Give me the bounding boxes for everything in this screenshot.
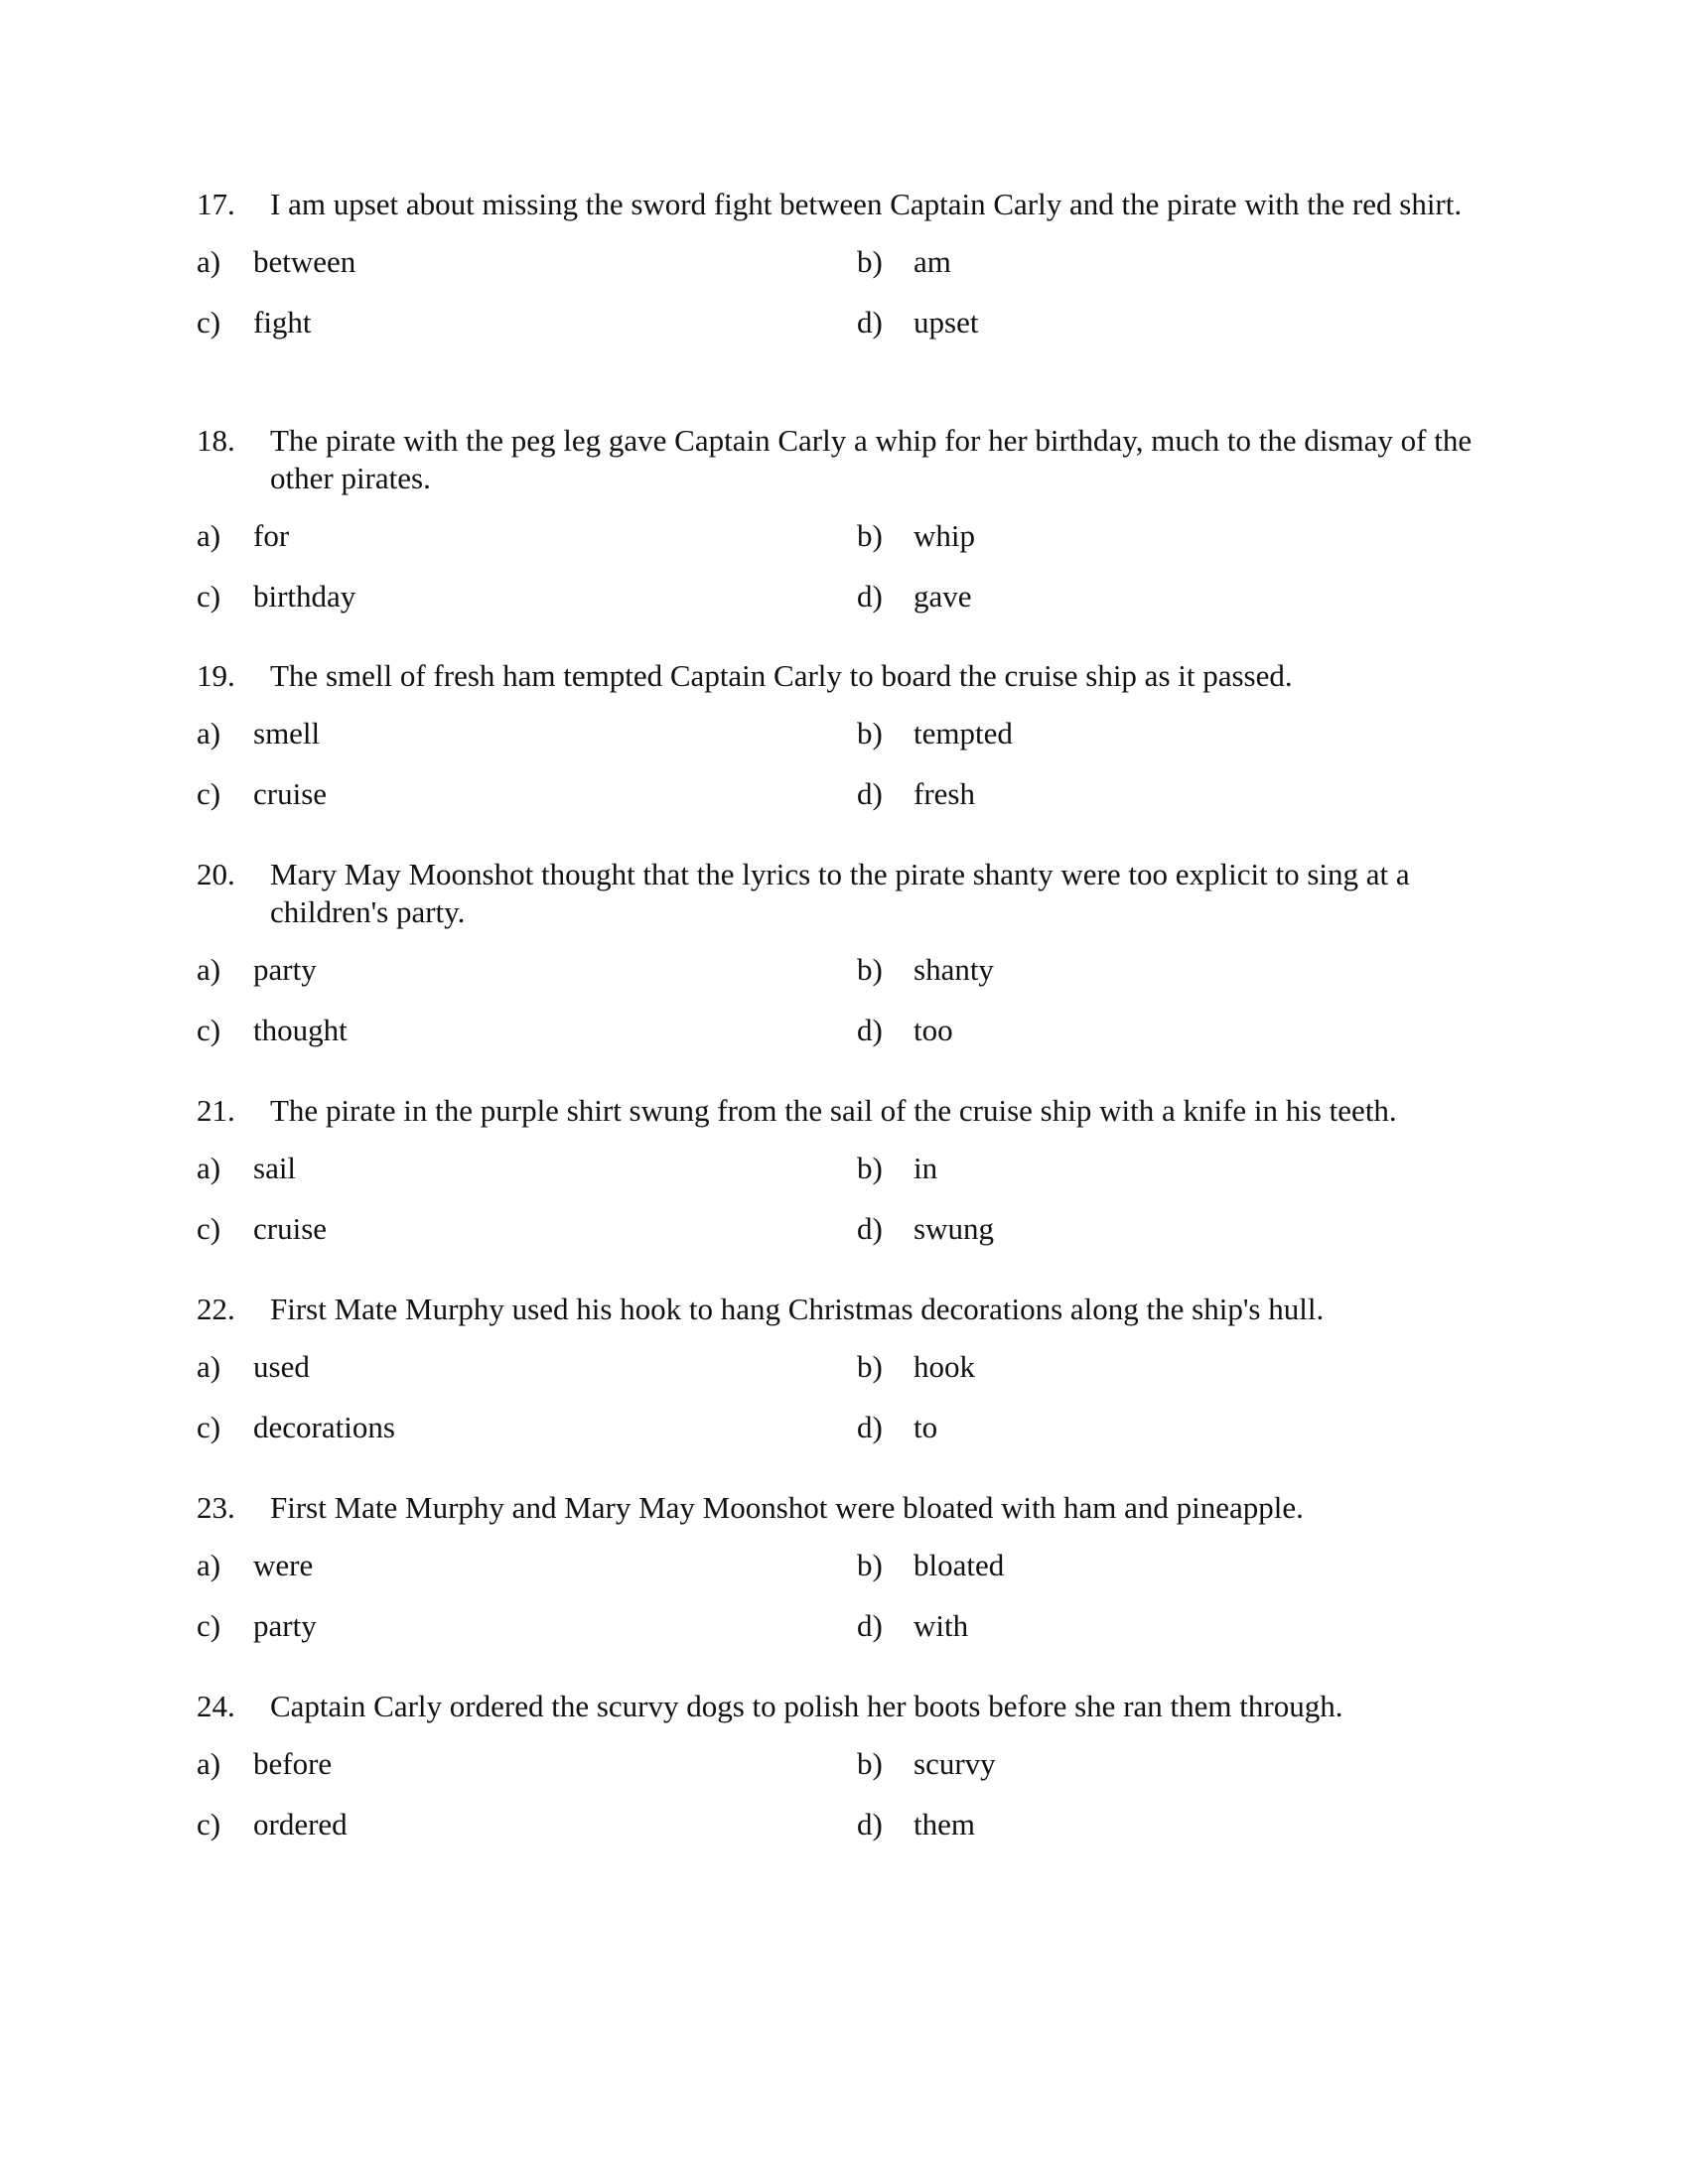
option-c[interactable] bbox=[197, 1409, 395, 1446]
question-number: 18. bbox=[197, 423, 235, 458]
question-stem bbox=[197, 186, 1507, 223]
question-stem bbox=[197, 856, 1507, 931]
option-b[interactable] bbox=[857, 1348, 975, 1386]
answer-options bbox=[197, 1150, 1507, 1271]
option-c[interactable] bbox=[197, 1012, 348, 1049]
question-text: The smell of fresh ham tempted Captain Carly to board the cruise ship as it passed. bbox=[270, 658, 1293, 693]
option-a[interactable] bbox=[197, 1348, 310, 1386]
option-word: ordered bbox=[253, 1807, 348, 1842]
option-word: to bbox=[914, 1410, 938, 1444]
option-b[interactable] bbox=[857, 517, 975, 555]
option-word: tempted bbox=[914, 716, 1013, 751]
option-letter: c) bbox=[197, 1807, 221, 1842]
option-d[interactable] bbox=[857, 1409, 937, 1446]
option-letter: b) bbox=[857, 518, 883, 553]
question-23 bbox=[197, 1489, 1507, 1668]
answer-options bbox=[197, 1348, 1507, 1469]
option-letter: c) bbox=[197, 1013, 221, 1047]
option-letter: c) bbox=[197, 1410, 221, 1444]
option-letter: d) bbox=[857, 1013, 883, 1047]
question-20 bbox=[197, 856, 1507, 1072]
option-letter: b) bbox=[857, 1746, 883, 1781]
option-word: upset bbox=[914, 305, 979, 340]
question-19 bbox=[197, 657, 1507, 836]
option-word: them bbox=[914, 1807, 975, 1842]
option-c[interactable] bbox=[197, 1210, 327, 1248]
option-d[interactable] bbox=[857, 304, 978, 341]
question-number: 20. bbox=[197, 857, 235, 891]
option-word: were bbox=[253, 1548, 314, 1582]
question-number: 23. bbox=[197, 1490, 235, 1525]
option-letter: c) bbox=[197, 1211, 221, 1246]
question-number: 21. bbox=[197, 1093, 235, 1128]
question-stem bbox=[197, 1688, 1507, 1725]
option-letter: b) bbox=[857, 1349, 883, 1384]
answer-options bbox=[197, 715, 1507, 836]
option-word: between bbox=[253, 244, 356, 279]
answer-options bbox=[197, 517, 1507, 638]
option-b[interactable] bbox=[857, 1745, 996, 1783]
option-c[interactable] bbox=[197, 775, 327, 813]
option-word: too bbox=[914, 1013, 953, 1047]
option-word: bloated bbox=[914, 1548, 1005, 1582]
option-letter: d) bbox=[857, 1807, 883, 1842]
option-b[interactable] bbox=[857, 951, 994, 989]
option-letter: a) bbox=[197, 1349, 221, 1384]
option-word: party bbox=[253, 952, 317, 987]
answer-options bbox=[197, 1547, 1507, 1668]
option-a[interactable] bbox=[197, 243, 355, 281]
option-letter: b) bbox=[857, 1548, 883, 1582]
option-letter: d) bbox=[857, 579, 883, 614]
option-c[interactable] bbox=[197, 304, 312, 341]
option-word: decorations bbox=[253, 1410, 395, 1444]
question-21 bbox=[197, 1092, 1507, 1271]
option-word: cruise bbox=[253, 776, 328, 811]
question-text: First Mate Murphy and Mary May Moonshot were bloated with ham and pineapple. bbox=[270, 1490, 1304, 1525]
option-letter: b) bbox=[857, 1151, 883, 1185]
question-number: 17. bbox=[197, 187, 235, 221]
answer-options bbox=[197, 1745, 1507, 1866]
option-a[interactable] bbox=[197, 1547, 313, 1584]
option-letter: b) bbox=[857, 952, 883, 987]
option-d[interactable] bbox=[857, 775, 975, 813]
option-d[interactable] bbox=[857, 1806, 975, 1843]
option-word: party bbox=[253, 1608, 317, 1643]
option-c[interactable] bbox=[197, 578, 355, 615]
option-d[interactable] bbox=[857, 1210, 994, 1248]
option-letter: a) bbox=[197, 716, 221, 751]
option-a[interactable] bbox=[197, 1745, 332, 1783]
option-letter: b) bbox=[857, 716, 883, 751]
option-word: thought bbox=[253, 1013, 348, 1047]
option-d[interactable] bbox=[857, 1607, 968, 1645]
option-letter: d) bbox=[857, 1608, 883, 1643]
option-b[interactable] bbox=[857, 1150, 937, 1187]
option-word: am bbox=[914, 244, 951, 279]
option-a[interactable] bbox=[197, 715, 320, 752]
question-stem bbox=[197, 1489, 1507, 1527]
option-word: sail bbox=[253, 1151, 297, 1185]
question-text: Mary May Moonshot thought that the lyrics to the pirate shanty were too explicit to sing at a children's party. bbox=[270, 857, 1410, 929]
option-letter: b) bbox=[857, 244, 883, 279]
option-letter: a) bbox=[197, 1746, 221, 1781]
option-b[interactable] bbox=[857, 243, 951, 281]
question-17 bbox=[197, 186, 1507, 364]
question-stem bbox=[197, 657, 1507, 695]
answer-options bbox=[197, 951, 1507, 1072]
question-stem bbox=[197, 422, 1507, 497]
question-stem bbox=[197, 1291, 1507, 1328]
option-word: with bbox=[914, 1608, 969, 1643]
option-word: fight bbox=[253, 305, 312, 340]
option-letter: c) bbox=[197, 776, 221, 811]
question-text: I am upset about missing the sword fight between Captain Carly and the pirate with the red shirt. bbox=[270, 187, 1463, 221]
option-c[interactable] bbox=[197, 1806, 348, 1843]
option-letter: c) bbox=[197, 1608, 221, 1643]
option-word: scurvy bbox=[914, 1746, 996, 1781]
option-word: fresh bbox=[914, 776, 975, 811]
option-letter: a) bbox=[197, 1548, 221, 1582]
question-number: 22. bbox=[197, 1292, 235, 1326]
option-letter: d) bbox=[857, 1410, 883, 1444]
question-18 bbox=[197, 422, 1507, 638]
option-word: swung bbox=[914, 1211, 994, 1246]
option-b[interactable] bbox=[857, 1547, 1004, 1584]
option-letter: d) bbox=[857, 1211, 883, 1246]
question-text: First Mate Murphy used his hook to hang Christmas decorations along the ship's hull. bbox=[270, 1292, 1325, 1326]
option-word: hook bbox=[914, 1349, 975, 1384]
option-a[interactable] bbox=[197, 517, 289, 555]
option-word: shanty bbox=[914, 952, 994, 987]
question-number: 19. bbox=[197, 658, 235, 693]
option-word: for bbox=[253, 518, 290, 553]
option-word: used bbox=[253, 1349, 310, 1384]
option-c[interactable] bbox=[197, 1607, 317, 1645]
option-letter: d) bbox=[857, 305, 883, 340]
option-word: gave bbox=[914, 579, 972, 614]
answer-options bbox=[197, 243, 1507, 364]
question-number: 24. bbox=[197, 1689, 235, 1723]
option-letter: c) bbox=[197, 305, 221, 340]
option-d[interactable] bbox=[857, 1012, 953, 1049]
question-text: Captain Carly ordered the scurvy dogs to polish her boots before she ran them through. bbox=[270, 1689, 1343, 1723]
question-text: The pirate with the peg leg gave Captain Carly a whip for her birthday, much to the dismay of the other pirates. bbox=[270, 423, 1473, 495]
option-word: before bbox=[253, 1746, 333, 1781]
option-letter: d) bbox=[857, 776, 883, 811]
option-word: cruise bbox=[253, 1211, 328, 1246]
option-letter: a) bbox=[197, 518, 221, 553]
question-stem bbox=[197, 1092, 1507, 1130]
option-word: smell bbox=[253, 716, 321, 751]
option-letter: a) bbox=[197, 952, 221, 987]
option-letter: a) bbox=[197, 244, 221, 279]
option-a[interactable] bbox=[197, 1150, 296, 1187]
option-a[interactable] bbox=[197, 951, 317, 989]
option-word: whip bbox=[914, 518, 975, 553]
option-d[interactable] bbox=[857, 578, 972, 615]
option-word: in bbox=[914, 1151, 938, 1185]
option-letter: c) bbox=[197, 579, 221, 614]
question-22 bbox=[197, 1291, 1507, 1469]
option-b[interactable] bbox=[857, 715, 1013, 752]
question-24 bbox=[197, 1688, 1507, 1866]
option-letter: a) bbox=[197, 1151, 221, 1185]
option-word: birthday bbox=[253, 579, 356, 614]
question-text: The pirate in the purple shirt swung from the sail of the cruise ship with a knife in his teeth. bbox=[270, 1093, 1397, 1128]
